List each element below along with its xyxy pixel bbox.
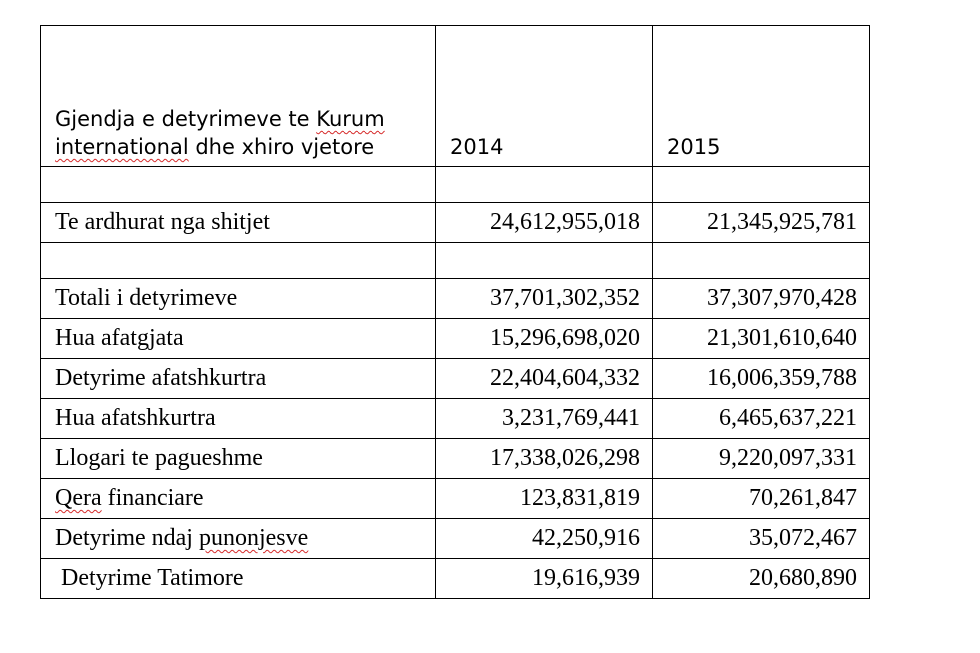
- row-value-2015: 6,465,637,221: [653, 399, 870, 439]
- table-row: [41, 279, 870, 319]
- row-label-pre: Detyrime ndaj: [55, 525, 199, 551]
- empty-cell: [653, 243, 870, 279]
- row-label: [41, 479, 436, 519]
- liabilities-table: [40, 25, 870, 599]
- row-label: Hua afatgjata: [41, 319, 436, 359]
- row-value-2015: 21,345,925,781: [653, 203, 870, 243]
- table-row: [41, 359, 870, 399]
- row-value-2014: 19,616,939: [436, 559, 653, 599]
- header-label-cell: [41, 26, 436, 167]
- table-header-row: [41, 26, 870, 167]
- row-label: [41, 519, 436, 559]
- row-value-2015: 9,220,097,331: [653, 439, 870, 479]
- empty-cell: [436, 243, 653, 279]
- row-value-2014: 3,231,769,441: [436, 399, 653, 439]
- spacer-row: [41, 167, 870, 203]
- row-label: Llogari te pagueshme: [41, 439, 436, 479]
- row-value-2014: 17,338,026,298: [436, 439, 653, 479]
- row-value-2015: 21,301,610,640: [653, 319, 870, 359]
- row-value-2014: 42,250,916: [436, 519, 653, 559]
- header-year-2015: 2015: [653, 26, 870, 167]
- header-label-international: international: [55, 135, 189, 159]
- spacer-row: [41, 243, 870, 279]
- empty-cell: [436, 167, 653, 203]
- row-value-2015: 16,006,359,788: [653, 359, 870, 399]
- row-value-2014: 37,701,302,352: [436, 279, 653, 319]
- row-value-2015: 20,680,890: [653, 559, 870, 599]
- header-label-text-2: dhe xhiro vjetore: [188, 135, 375, 159]
- row-label: Te ardhurat nga shitjet: [41, 203, 436, 243]
- header-label-kurum: Kurum: [316, 107, 385, 131]
- row-value-2014: 15,296,698,020: [436, 319, 653, 359]
- table-row: [41, 559, 870, 599]
- row-value-2015: 37,307,970,428: [653, 279, 870, 319]
- row-label: Detyrime Tatimore: [41, 559, 436, 599]
- empty-cell: [653, 167, 870, 203]
- table-row: [41, 479, 870, 519]
- row-value-2014: 22,404,604,332: [436, 359, 653, 399]
- row-value-2015: 35,072,467: [653, 519, 870, 559]
- table-row: [41, 203, 870, 243]
- empty-cell: [41, 167, 436, 203]
- table-row: [41, 399, 870, 439]
- row-value-2014: 24,612,955,018: [436, 203, 653, 243]
- row-label: Totali i detyrimeve: [41, 279, 436, 319]
- row-label-qera: Qera: [55, 485, 102, 511]
- row-label-punonjesve: punonjesve: [198, 525, 309, 551]
- table-row: [41, 439, 870, 479]
- row-label: Hua afatshkurtra: [41, 399, 436, 439]
- table-row: [41, 519, 870, 559]
- header-year-2014: 2014: [436, 26, 653, 167]
- row-label: Detyrime afatshkurtra: [41, 359, 436, 399]
- table-row: [41, 319, 870, 359]
- row-value-2014: 123,831,819: [436, 479, 653, 519]
- empty-cell: [41, 243, 436, 279]
- row-value-2015: 70,261,847: [653, 479, 870, 519]
- header-label-text-1: Gjendja e detyrimeve te: [55, 107, 317, 131]
- row-label-rest: financiare: [101, 485, 204, 511]
